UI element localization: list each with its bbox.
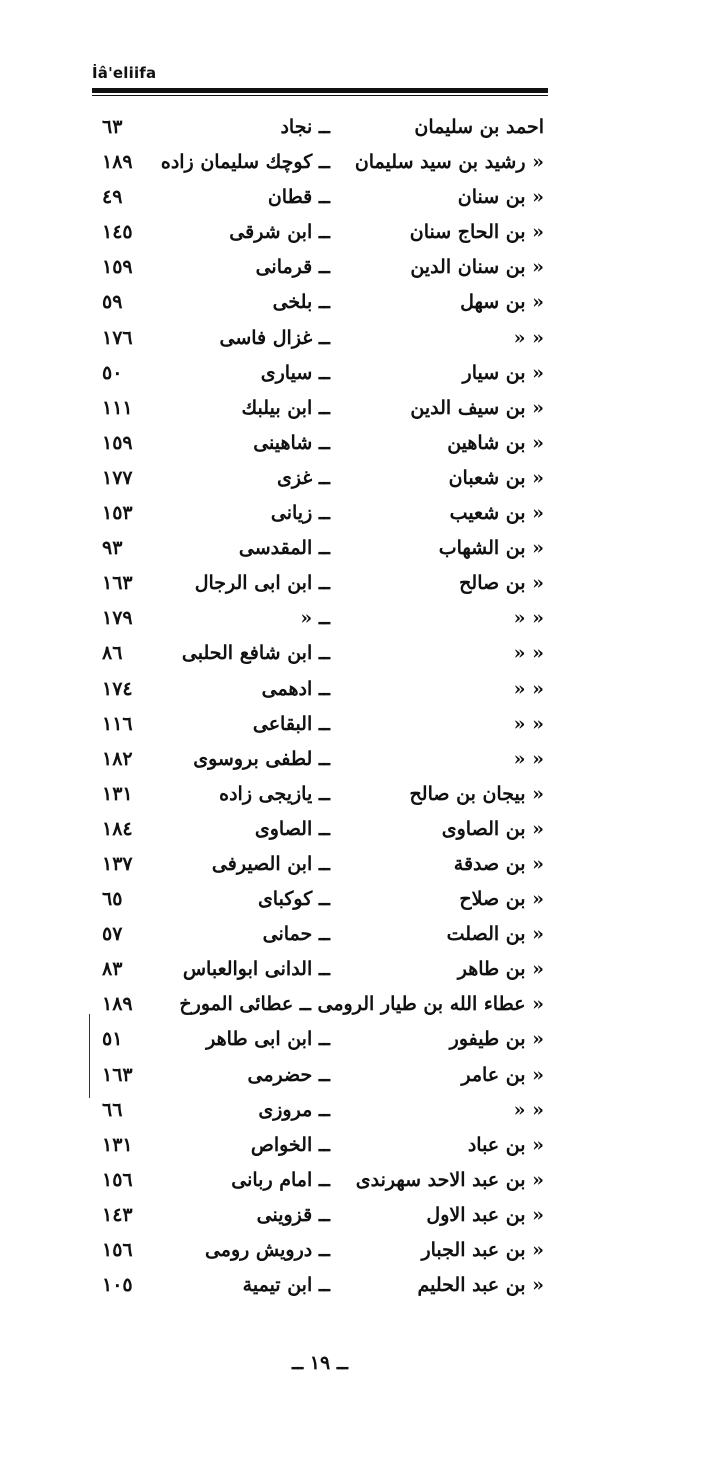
header-rule-thick (92, 88, 548, 93)
entry-nisba: ــ شاهينى (253, 431, 330, 454)
entry-nisba: ــ كوچك سليمان زاده (160, 151, 330, 174)
index-entry (92, 180, 544, 215)
index-entry (92, 882, 544, 917)
entry-name: « بن شعيب (449, 502, 544, 525)
entry-nisba: ــ ابن شافع الحلبى (181, 642, 330, 665)
entry-name: « بن سنان (457, 186, 544, 209)
entry-page-ref: ٥٧ (102, 923, 123, 946)
entry-nisba: ــ الصاوى (254, 817, 330, 840)
entry-name: « بن شاهين (447, 431, 544, 454)
index-entry (92, 391, 544, 426)
entry-name: « بن عبد الاحد سهرندى (355, 1168, 544, 1191)
index-entry (92, 215, 544, 250)
entry-page-ref: ١٣١ (102, 782, 133, 805)
entry-nisba: ــ لطفى بروسوى (193, 747, 330, 770)
entry-page-ref: ١٥٩ (102, 431, 133, 454)
entry-page-ref: ٨٣ (102, 958, 123, 981)
entry-page-ref: ١٣١ (102, 1133, 133, 1156)
entry-nisba: ــ سيارى (260, 361, 330, 384)
entry-name: « بن عامر (461, 1063, 544, 1086)
index-list (92, 110, 544, 1303)
index-entry (92, 1198, 544, 1233)
index-entry (92, 1022, 544, 1057)
entry-page-ref: ١٠٥ (102, 1274, 133, 1297)
entry-name: « بن طيفور (449, 1028, 544, 1051)
entry-page-ref: ١٨٢ (102, 747, 133, 770)
entry-page-ref: ١٦٣ (102, 572, 133, 595)
index-entry (92, 145, 544, 180)
entry-name: « بيجان بن صالح (409, 782, 544, 805)
entry-page-ref: ١٥٣ (102, 502, 133, 525)
entry-name: « بن عبد الحليم (417, 1274, 544, 1297)
entry-page-ref: ٩٣ (102, 537, 123, 560)
index-entry (92, 672, 544, 707)
index-entry (92, 1093, 544, 1128)
index-entry (92, 531, 544, 566)
entry-name: « بن عباد (467, 1133, 544, 1156)
entry-nisba: ــ الخواص (250, 1133, 330, 1156)
entry-nisba: ــ ابن بيلبك (241, 396, 330, 419)
entry-page-ref: ١٨٩ (102, 151, 133, 174)
entry-name: « بن عبد الجبار (421, 1239, 544, 1261)
entry-nisba: ــ كوكباى (257, 888, 330, 911)
entry-name: « بن سيار (462, 361, 544, 384)
entry-page-ref: ١٧٤ (102, 677, 133, 700)
entry-name: « بن شعبان (448, 466, 544, 489)
entry-name: « بن الحاج سنان (409, 221, 544, 244)
entry-name: « « (513, 712, 544, 735)
entry-nisba: ــ ادهمى (261, 677, 330, 700)
entry-name: « بن سيف الدين (410, 396, 544, 419)
index-entry (92, 356, 544, 391)
entry-page-ref: ١٧٦ (102, 326, 133, 349)
entry-name: « بن صلاح (459, 888, 544, 911)
entry-page-ref: ١٨٩ (102, 993, 133, 1016)
index-entry (92, 812, 544, 847)
entry-name: « « (513, 642, 544, 665)
entry-page-ref: ١٥٦ (102, 1168, 133, 1191)
entry-name: « « (513, 747, 544, 770)
index-entry (92, 601, 544, 636)
index-entry (92, 1233, 544, 1268)
entry-page-ref: ١٧٩ (102, 607, 133, 630)
entry-name: « « (513, 1098, 544, 1121)
index-entry (92, 707, 544, 742)
index-entry (92, 566, 544, 601)
entry-name: « بن سنان الدين (410, 256, 544, 279)
index-entry (92, 1268, 544, 1303)
index-entry (92, 1058, 544, 1093)
entry-name: « « (513, 607, 544, 630)
index-entry (92, 742, 544, 777)
entry-page-ref: ١٧٧ (102, 466, 133, 489)
entry-page-ref: ٨٦ (102, 642, 123, 665)
entry-page-ref: ٤٩ (102, 186, 123, 209)
entry-nisba: ــ قطان (267, 186, 330, 209)
entry-nisba: ــ يازيجى زاده (219, 782, 330, 805)
entry-page-ref: ٦٣ (102, 116, 123, 138)
entry-name: « « (513, 677, 544, 700)
entry-nisba: ــ بلخى (272, 291, 330, 314)
entry-nisba: ــ قرمانى (255, 256, 330, 279)
entry-name: « بن الصاوى (441, 817, 544, 840)
entry-page-ref: ٥١ (102, 1028, 123, 1051)
index-entry (92, 285, 544, 320)
entry-page-ref: ١٣٧ (102, 852, 133, 875)
index-entry (92, 1163, 544, 1198)
entry-nisba: ــ البقاعى (252, 712, 330, 735)
index-entry (92, 426, 544, 461)
index-entry (92, 321, 544, 356)
entry-nisba: ــ مروزى (258, 1098, 330, 1121)
entry-name: احمد بن سليمان (414, 116, 544, 138)
header-rule-thin (92, 95, 548, 96)
entry-name: « عطاء الله بن طيار الرومى ــ عطائى المورخ (179, 993, 544, 1016)
entry-name: « بن سهل (460, 291, 544, 314)
entry-nisba: ــ قزوينى (256, 1203, 330, 1226)
entry-nisba: ــ ابن الصيرفى (211, 852, 330, 875)
entry-page-ref: ١١٦ (102, 712, 133, 735)
entry-nisba: ــ غزى (276, 466, 330, 489)
entry-name: « رشيد بن سيد سليمان (354, 151, 544, 174)
entry-name: « بن صالح (459, 572, 544, 595)
entry-nisba: ــ غزال فاسى (219, 326, 330, 349)
entry-nisba: ــ حمانى (262, 923, 330, 946)
entry-name: « بن طاهر (457, 958, 544, 981)
index-entry (92, 461, 544, 496)
entry-nisba: ــ المقدسى (238, 537, 330, 560)
entry-page-ref: ١٥٦ (102, 1239, 133, 1261)
index-entry (92, 847, 544, 882)
entry-nisba: ــ درويش رومى (204, 1239, 330, 1261)
margin-mark (89, 1014, 90, 1098)
entry-nisba: ــ ابن ابى طاهر (206, 1028, 330, 1051)
entry-page-ref: ٦٦ (102, 1098, 123, 1121)
entry-nisba: ــ ابن شرقى (229, 221, 330, 244)
entry-name: « بن صدقة (453, 852, 544, 875)
entry-nisba: ــ امام ربانى (231, 1168, 330, 1191)
entry-page-ref: ٥٠ (102, 361, 123, 384)
entry-name: « « (513, 326, 544, 349)
page-number: ــ ١٩ ــ (292, 1352, 348, 1374)
page-header: İâ'eliifa (92, 64, 157, 82)
entry-page-ref: ١٤٣ (102, 1203, 133, 1226)
entry-page-ref: ١٤٥ (102, 221, 133, 244)
entry-page-ref: ١١١ (102, 396, 133, 419)
entry-page-ref: ٥٩ (102, 291, 123, 314)
entry-page-ref: ١٨٤ (102, 817, 133, 840)
entry-page-ref: ١٥٩ (102, 256, 133, 279)
entry-name: « بن الشهاب (438, 537, 544, 560)
entry-page-ref: ١٦٣ (102, 1063, 133, 1086)
entry-name: « بن الصلت (446, 923, 544, 946)
index-entry (92, 110, 544, 145)
index-entry (92, 1128, 544, 1163)
index-entry (92, 250, 544, 285)
entry-nisba: ــ الدانى ابوالعباس (182, 958, 330, 981)
entry-name: « بن عبد الاول (426, 1203, 544, 1226)
index-entry (92, 917, 544, 952)
index-entry (92, 777, 544, 812)
index-entry (92, 636, 544, 671)
entry-nisba: ــ نجاد (280, 116, 330, 138)
index-entry (92, 952, 544, 987)
entry-page-ref: ٦٥ (102, 888, 123, 911)
index-entry (92, 987, 544, 1022)
index-entry (92, 496, 544, 531)
entry-nisba: ــ « (300, 607, 330, 630)
entry-nisba: ــ زيانى (270, 502, 330, 525)
entry-nisba: ــ حضرمى (247, 1063, 330, 1086)
entry-nisba: ــ ابن ابى الرجال (194, 572, 330, 595)
entry-nisba: ــ ابن تيمية (242, 1274, 330, 1297)
